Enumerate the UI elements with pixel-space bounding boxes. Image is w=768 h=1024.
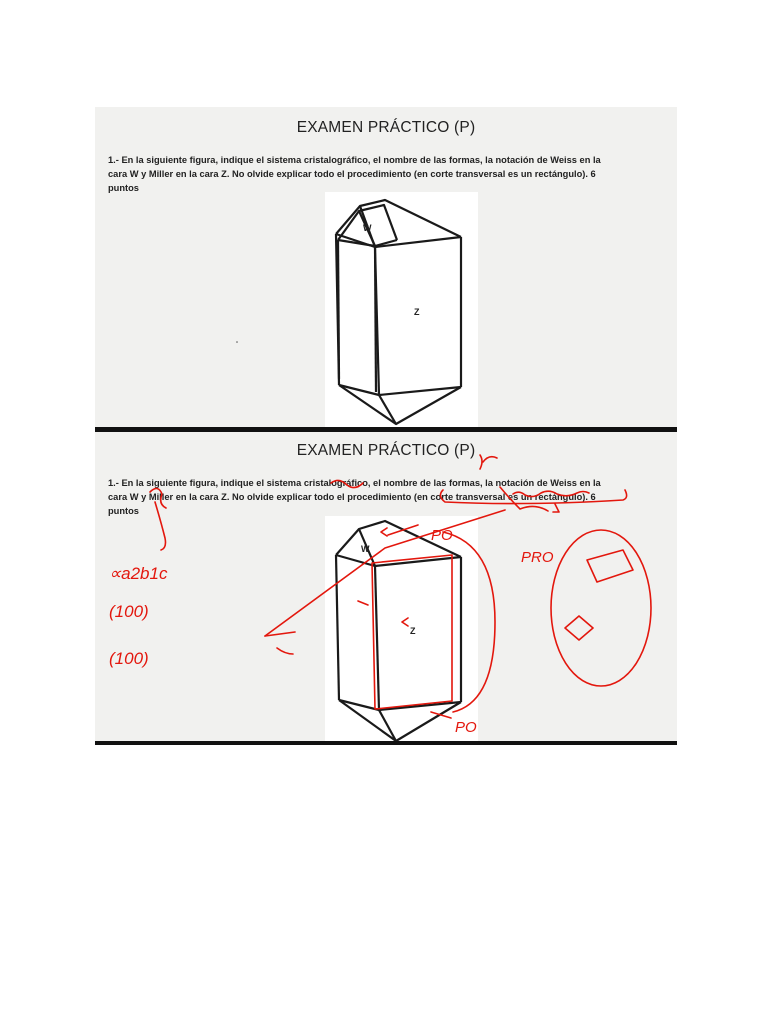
rectangle-section xyxy=(587,550,633,582)
question-number-annotated: 1.- xyxy=(108,478,119,488)
exam-panel-original xyxy=(95,107,677,427)
form-label-top: PO xyxy=(431,527,453,544)
rhombus-section xyxy=(565,616,593,640)
underline-cristalografico xyxy=(331,480,363,487)
face-z-label: Z xyxy=(414,307,420,317)
red-annotations xyxy=(150,455,651,718)
form-label-prism: PRO xyxy=(521,549,554,566)
crystal-outline xyxy=(95,107,677,427)
panel-bottom-border xyxy=(95,741,677,745)
question-line-1-annotated: En la siguiente figura, indique el sistema cristalográfico, el nombre de las formas, la notación de Weiss en la xyxy=(121,478,601,488)
bracket-formas xyxy=(500,487,548,511)
exam-title: EXAMEN PRÁCTICO (P) xyxy=(296,119,476,136)
face-z-label-annotated: Z xyxy=(410,626,416,636)
arrow-z xyxy=(402,618,408,626)
form-label-bottom: PO xyxy=(455,719,477,736)
mark-formas xyxy=(480,455,497,469)
arrowhead-po-top xyxy=(381,528,387,536)
question-line-3-annotated: puntos xyxy=(108,506,139,516)
question-line-2: cara W y Miller en la cara Z. No olvide explicar todo el procedimiento (en corte transversal es un rectángulo). 6 xyxy=(108,169,596,179)
exam-title-annotated: EXAMEN PRÁCTICO (P) xyxy=(296,442,476,459)
face-w-label: W xyxy=(363,223,372,233)
weiss-notation-text: ∝a2b1c xyxy=(109,564,168,583)
question-line-2-annotated: cara W y Miller en la cara Z. No olvide explicar todo el procedimiento (en corte transversal es un rectángulo). 6 xyxy=(108,492,596,502)
circle-w xyxy=(150,488,166,508)
scribble-left xyxy=(277,648,293,654)
miller-notation-2: (100) xyxy=(109,649,149,668)
exam-panel-annotated xyxy=(95,432,677,742)
oval-cross-sections xyxy=(551,530,651,686)
question-line-1: En la siguiente figura, indique el sistema cristalográfico, el nombre de las formas, la notación de Weiss en la xyxy=(121,155,601,165)
red-handwritten-text xyxy=(109,527,554,736)
arrow-small xyxy=(553,504,559,512)
line-from-w xyxy=(155,502,166,550)
face-w-label-annotated: W xyxy=(361,544,370,554)
question-number: 1.- xyxy=(108,155,119,165)
miller-notation-1: (100) xyxy=(109,602,149,621)
stray-dot xyxy=(236,341,238,343)
tick-z-1 xyxy=(358,601,368,605)
question-line-3: puntos xyxy=(108,183,139,193)
underline-notacion-weiss xyxy=(513,491,589,496)
crystal-figure-annotated xyxy=(95,432,677,742)
